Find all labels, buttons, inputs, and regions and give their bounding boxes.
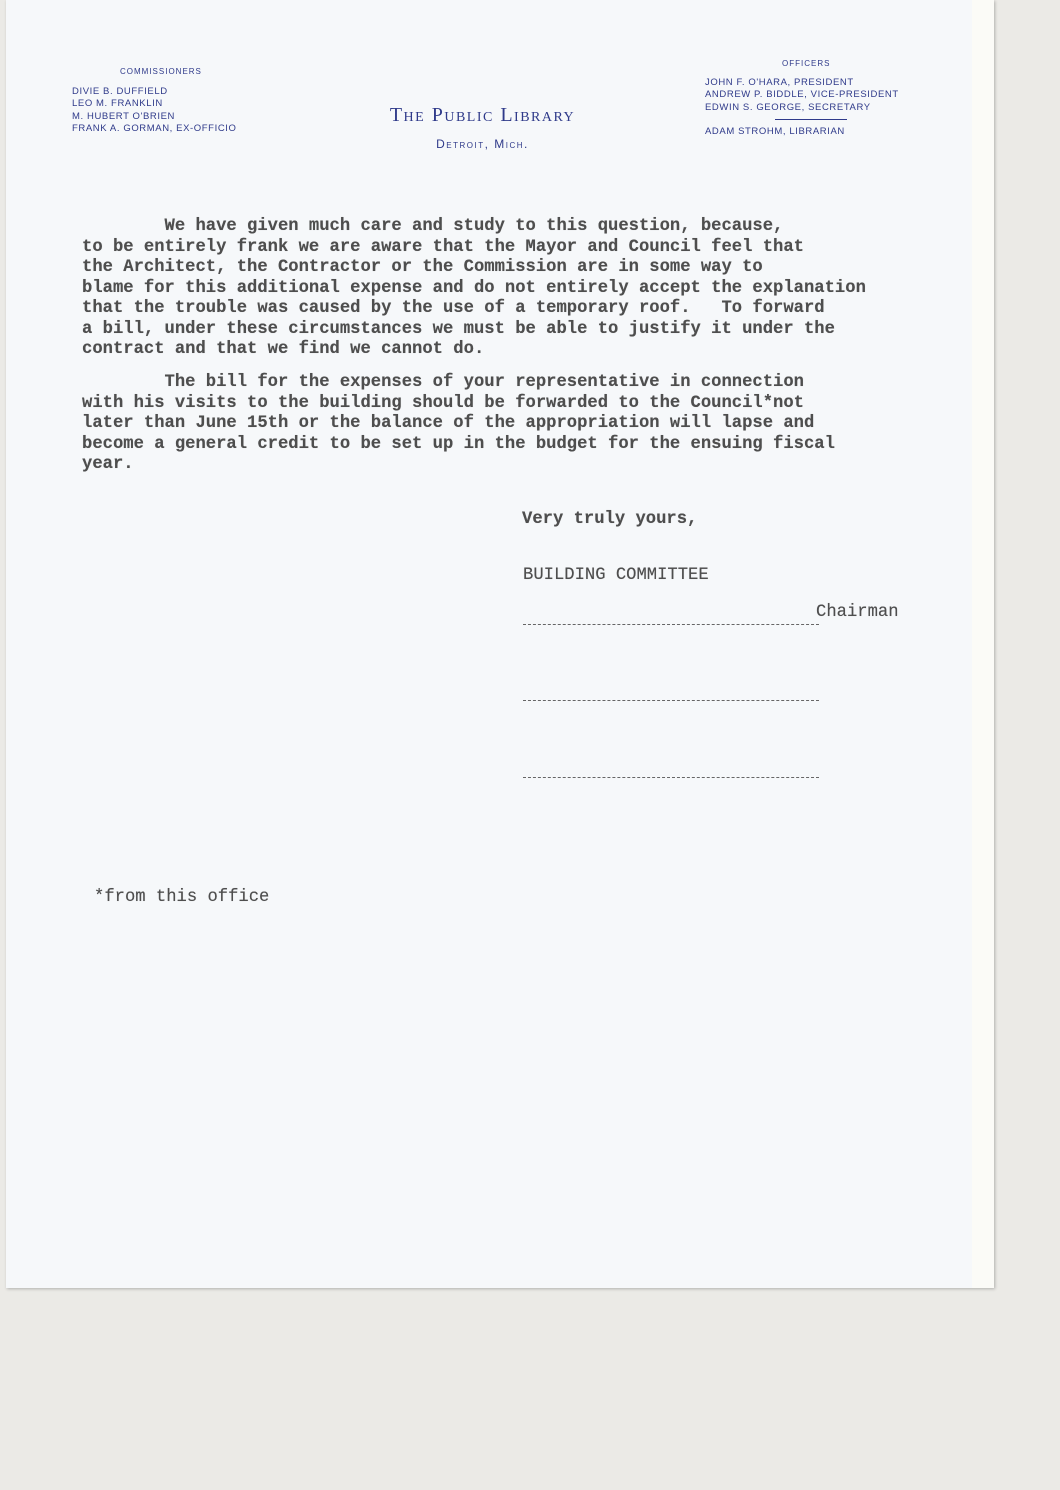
body-paragraph-2: The bill for the expenses of your representative in connection with his visits to the building should be forwarded to the Council*not later than June 15th or the balance of the appropriation will lapse and become a general credit to be set up in the budget for the ensuing fiscal year. bbox=[82, 373, 835, 474]
commissioner-name: M. HUBERT O'BRIEN bbox=[72, 110, 175, 122]
commissioner-name: DIVIE B. DUFFIELD bbox=[72, 85, 168, 97]
backing-paper bbox=[972, 0, 994, 1288]
officers-divider bbox=[775, 119, 847, 120]
officer-name: EDWIN S. GEORGE, SECRETARY bbox=[705, 101, 871, 113]
officers-block bbox=[705, 58, 899, 139]
body-paragraph-1: We have given much care and study to this question, because, to be entirely frank we are aware that the Mayor and Council feel that the Architect, the Contractor or the Commission are in some way to blame for this additional expense and do not entirely accept the explanation that the trouble was caused by the use of a temporary roof. To forward a bill, under these circumstances we must be able to justify it under the contract and that we find we cannot do. bbox=[82, 217, 866, 359]
library-name: The Public Library bbox=[389, 104, 576, 126]
signature-line-chairman bbox=[523, 624, 819, 625]
commissioners-heading: COMMISSIONERS bbox=[120, 67, 202, 76]
footnote: *from this office bbox=[94, 888, 270, 907]
commissioner-name: FRANK A. GORMAN, EX-OFFICIO bbox=[72, 123, 237, 134]
committee-name: BUILDING COMMITTEE bbox=[523, 566, 709, 585]
commissioners-block bbox=[72, 66, 237, 136]
signature-line-member bbox=[523, 700, 819, 701]
closing-salutation: Very truly yours, bbox=[522, 510, 698, 529]
officer-name: JOHN F. O'HARA, PRESIDENT bbox=[705, 76, 854, 88]
officers-heading: OFFICERS bbox=[782, 59, 831, 68]
librarian-name: ADAM STROHM, LIBRARIAN bbox=[705, 126, 845, 137]
signature-line-member bbox=[523, 777, 819, 778]
letter-sheet bbox=[6, 0, 994, 1288]
officer-name: ANDREW P. BIDDLE, VICE-PRESIDENT bbox=[705, 89, 899, 100]
library-city: Detroit, Mich. bbox=[436, 137, 529, 151]
chairman-label: Chairman bbox=[816, 603, 899, 622]
commissioner-name: LEO M. FRANKLIN bbox=[72, 98, 163, 109]
letterhead-title-block bbox=[360, 104, 605, 151]
